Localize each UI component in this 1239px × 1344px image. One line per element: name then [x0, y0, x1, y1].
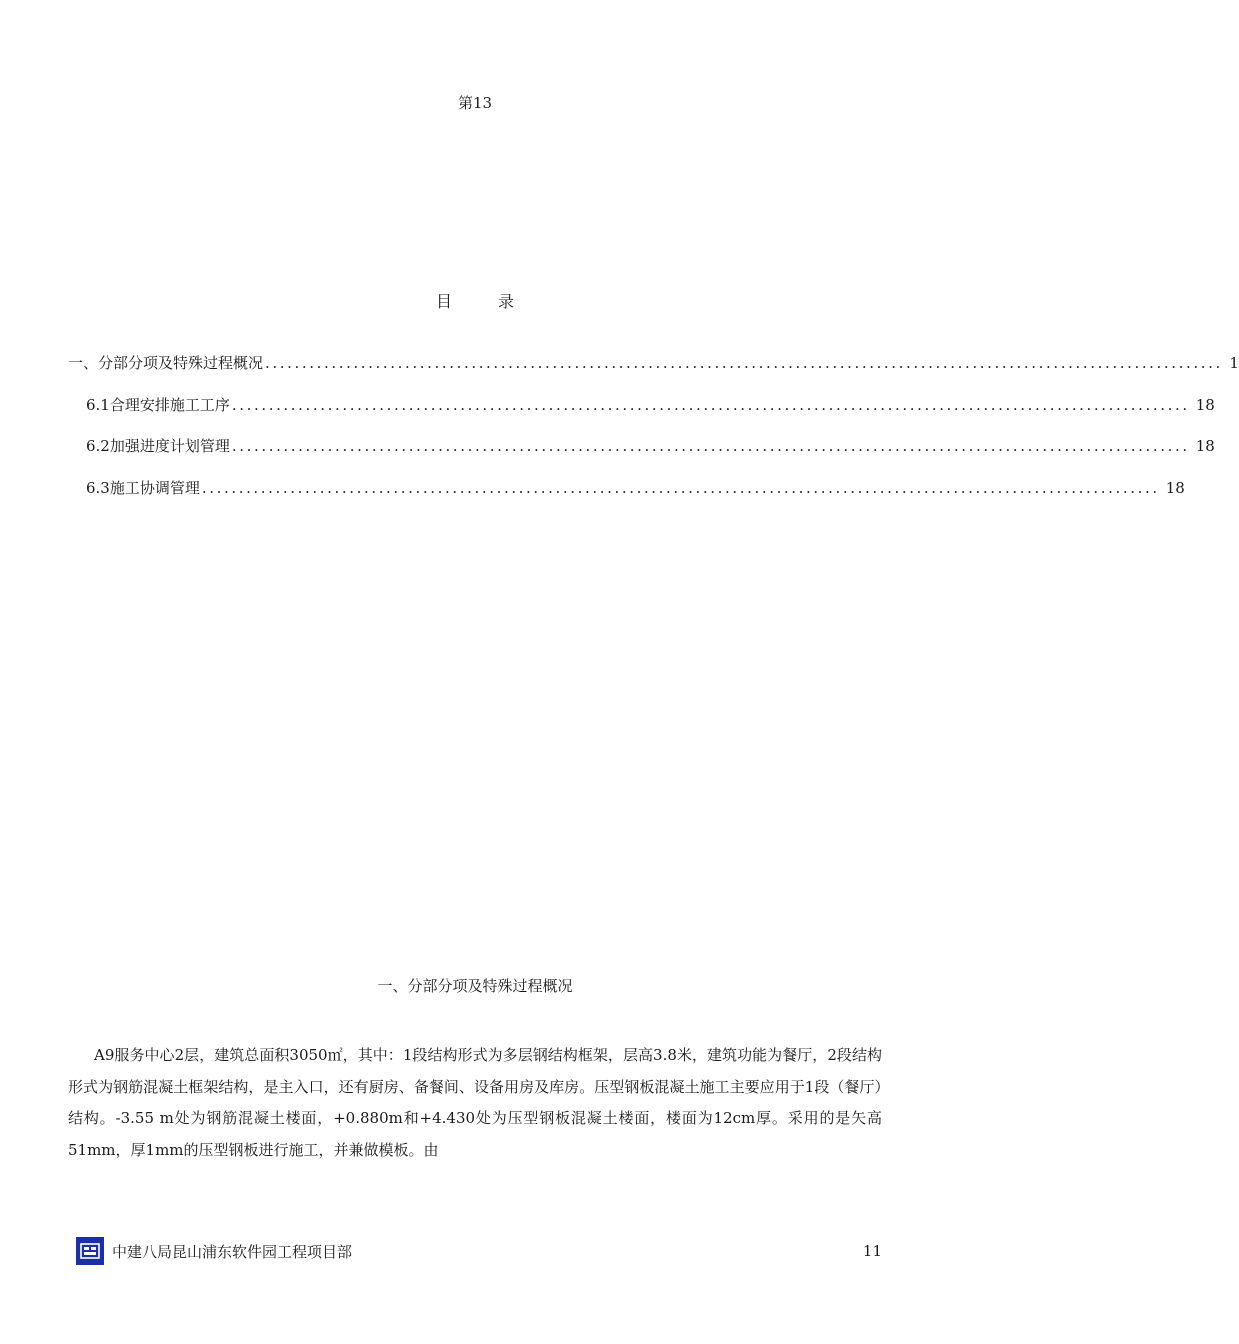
- table-of-contents: [68, 352, 1239, 518]
- toc-entry[interactable]: [68, 352, 1239, 394]
- toc-entry[interactable]: [68, 394, 1215, 436]
- body-paragraph-block: [68, 1040, 882, 1166]
- toc-title: [0, 289, 950, 312]
- page-header-label: 第13: [457, 94, 493, 112]
- toc-title-char: 录: [498, 292, 515, 311]
- footer-organization: 中建八局昆山浦东软件园工程项目部: [112, 1242, 353, 1261]
- section-heading: 一、分部分项及特殊过程概况: [377, 977, 573, 995]
- toc-entry[interactable]: [68, 435, 1215, 477]
- toc-leader-dots: ..................................................................................................................................: [231, 395, 1190, 414]
- body-paragraph: A9服务中心2层，建筑总面积3050㎡，其中：1段结构形式为多层钢结构框架，层高3.8米，建筑功能为餐厅，2段结构形式为钢筋混凝土框架结构，是主入口，还有厨房、备餐间、设备用房及库房。压型钢板混凝土施工主要应用于1段（餐厅）结构。-3.55 m处为钢筋混凝土楼面，+0.880m和+4.430处为压型钢板混凝土楼面，楼面为12cm厚。采用的是矢高51mm，厚1mm的压型钢板进行施工，并兼做模板。由: [68, 1046, 882, 1159]
- footer-page-number: 11: [862, 1242, 882, 1260]
- page-footer: [76, 1237, 882, 1265]
- toc-entry-page: 18: [1195, 395, 1215, 414]
- toc-entry-text: 6.2加强进度计划管理: [86, 437, 230, 455]
- toc-title-char: 目: [435, 292, 452, 311]
- toc-entry-text: 一、分部分项及特殊过程概况: [68, 354, 264, 372]
- toc-entry-page: 1: [1229, 354, 1239, 372]
- toc-entry-text: 6.1合理安排施工工序: [86, 395, 230, 414]
- toc-entry[interactable]: [68, 477, 1185, 519]
- toc-leader-dots: ..................................................................................................................................: [265, 354, 1223, 372]
- toc-entry-page: 18: [1165, 478, 1185, 497]
- toc-entry-page: 18: [1195, 437, 1215, 455]
- toc-entry-text: 6.3施工协调管理: [86, 478, 200, 497]
- toc-leader-dots: ..................................................................................................................................: [231, 437, 1190, 455]
- company-logo-icon: [76, 1237, 104, 1265]
- toc-leader-dots: ..................................................................................................................................: [201, 478, 1160, 497]
